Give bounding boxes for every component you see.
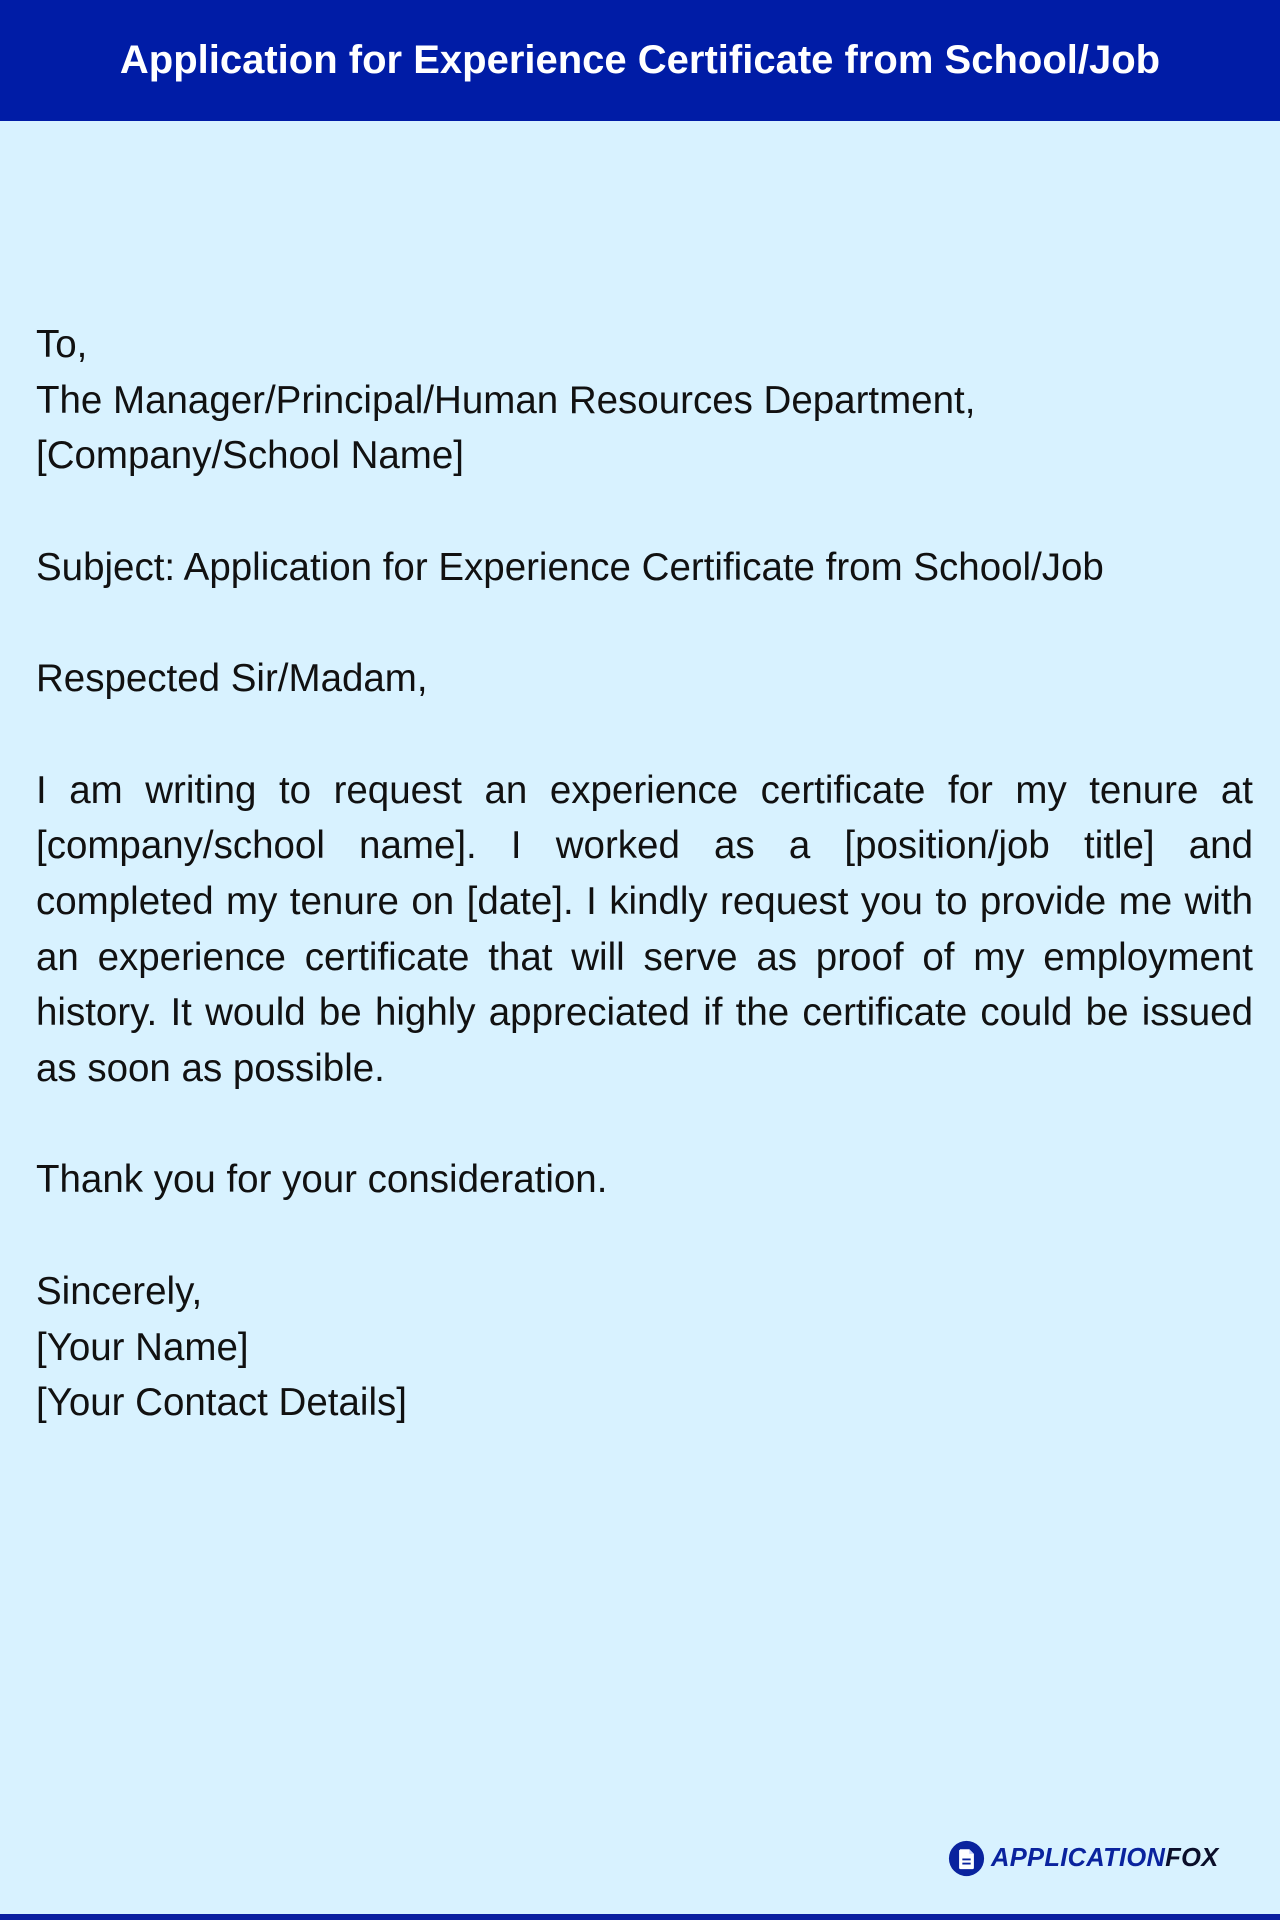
document-icon (948, 1840, 985, 1877)
subject-line: Subject: Application for Experience Certificate from School/Job (36, 545, 1104, 589)
sender-name: [Your Name] (36, 1325, 249, 1369)
recipient-designation: The Manager/Principal/Human Resources Department, (36, 378, 976, 422)
recipient-block (36, 317, 1253, 484)
sign-off: Sincerely, (36, 1269, 203, 1313)
sender-contact: [Your Contact Details] (36, 1381, 407, 1425)
body-paragraph: I am writing to request an experience certificate for my tenure at [company/school name]. I worked as a [position/job title] and completed my tenure on [date]. I kindly request you to provide me with an experience certificate that will serve as proof of my employment history. It would be highly appreciated if the certificate could be issued as soon as possible. (36, 768, 1253, 1091)
logo-text-primary: APPLICATION (991, 1843, 1166, 1872)
bottom-border (0, 1914, 1280, 1920)
logo-text-secondary: FOX (1165, 1843, 1219, 1872)
letter-body (36, 317, 1253, 1487)
recipient-to: To, (36, 323, 88, 366)
closing-block (36, 1264, 1253, 1431)
thanks-line: Thank you for your consideration. (36, 1158, 608, 1202)
header-banner (0, 0, 1280, 121)
recipient-organization: [Company/School Name] (36, 434, 464, 478)
logo-wordmark (991, 1844, 1219, 1873)
greeting: Respected Sir/Madam, (36, 657, 428, 701)
applicationfox-logo (948, 1838, 1219, 1878)
page-title: Application for Experience Certificate from School/Job (119, 38, 1161, 82)
